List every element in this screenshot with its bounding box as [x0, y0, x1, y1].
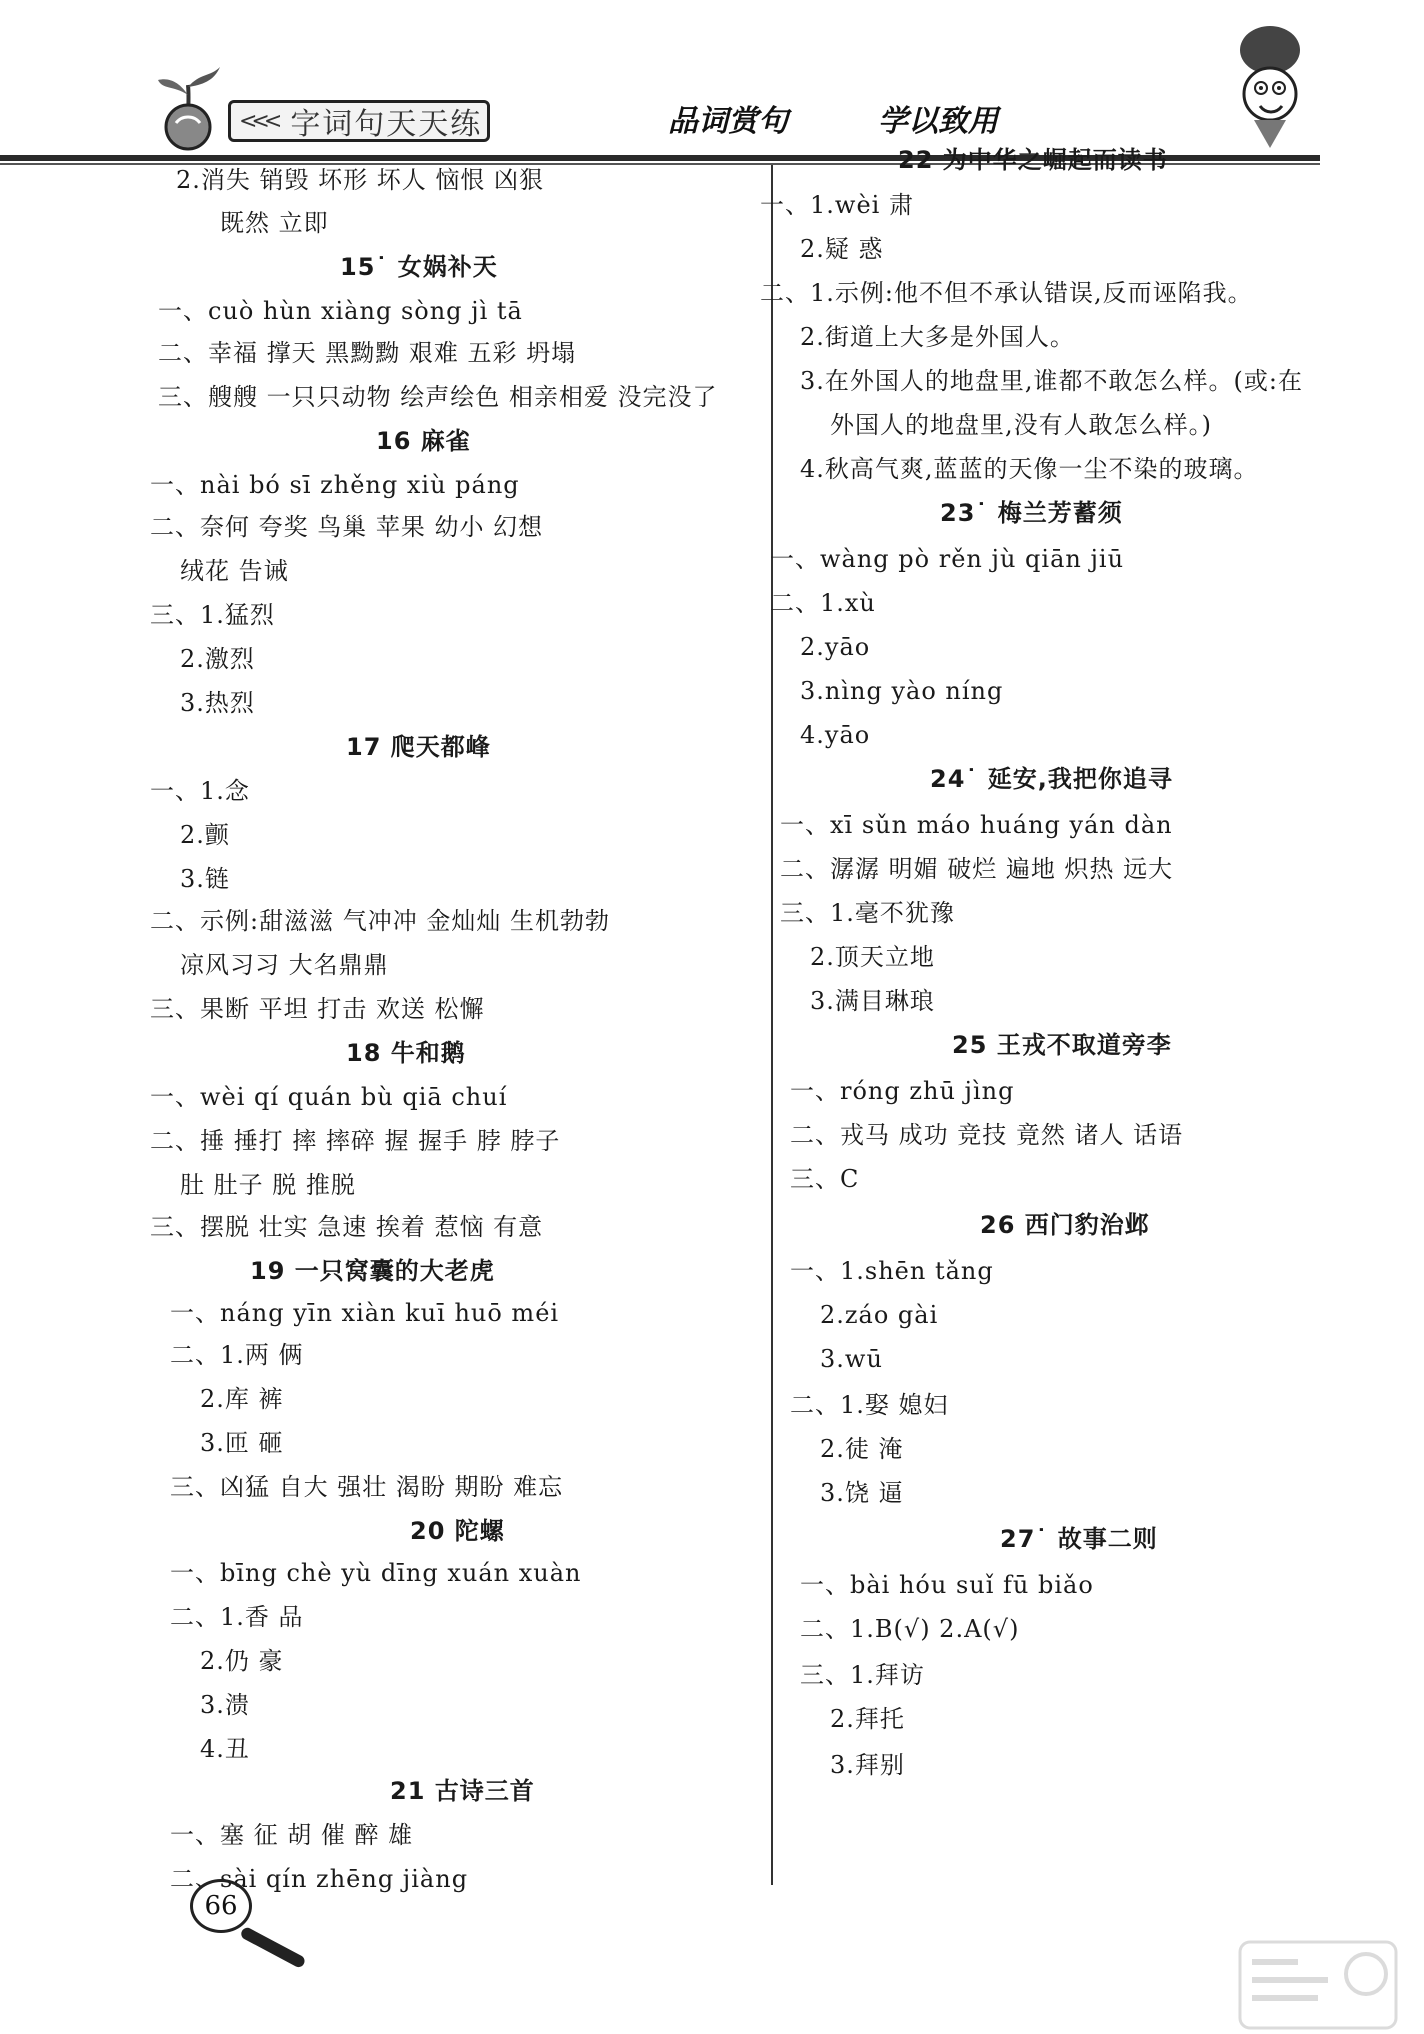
left-answer-line: 一、nài bó sī zhěng xiù páng	[150, 471, 520, 499]
left-answer-line: 3.溃	[200, 1691, 250, 1719]
left-answer-line: 3.链	[180, 865, 230, 893]
right-answer-line: 3.wū	[820, 1345, 883, 1373]
left-answer-line: 既然 立即	[220, 209, 329, 237]
right-answer-line: 三、1.毫不犹豫	[780, 899, 955, 927]
right-answer-line: 一、róng zhū jìng	[790, 1077, 1015, 1105]
left-answer-line: 肚 肚子 脱 推脱	[180, 1171, 356, 1199]
left-answer-line: 2.仍 豪	[200, 1647, 284, 1675]
left-answer-line: 2.消失 销毁 坏形 坏人 恼恨 凶狠	[176, 166, 545, 194]
left-answer-line: 一、náng yīn xiàn kuī huō méi	[170, 1299, 560, 1327]
right-answer-line: 3.在外国人的地盘里,谁都不敢怎么样。(或:在	[800, 367, 1303, 395]
right-answer-line: 3.满目琳琅	[810, 987, 935, 1015]
left-answer-line: 绒花 告诫	[180, 557, 289, 585]
right-answer-line: 二、1.xù	[770, 589, 876, 617]
right-answer-line: 一、wàng pò rěn jù qiān jiū	[770, 545, 1125, 573]
left-answer-line: 三、果断 平坦 打击 欢送 松懈	[150, 995, 485, 1023]
left-answer-line: 二、sài qín zhēng jiàng	[170, 1865, 469, 1893]
magnifier-icon	[239, 1926, 306, 1969]
left-answer-line: 一、塞 征 胡 催 醉 雄	[170, 1821, 414, 1849]
right-answer-line: 一、bài hóu suǐ fū biǎo	[800, 1571, 1094, 1599]
right-lesson-title: 27˙ 故事二则	[1000, 1525, 1158, 1553]
right-answer-line: 3.拜别	[830, 1751, 905, 1779]
right-answer-line: 3.nìng yào níng	[800, 677, 1004, 705]
banner-title: 字词句天天练	[290, 107, 483, 142]
right-answer-line: 2.顶天立地	[810, 943, 935, 971]
right-answer-line: 一、1.wèi 肃	[760, 191, 914, 219]
slogan-left: 品词赏句	[668, 104, 788, 139]
page-header	[0, 0, 1424, 165]
left-answer-line: 3.匝 砸	[200, 1429, 284, 1457]
left-lesson-title: 19 一只窝囊的大老虎	[250, 1257, 495, 1285]
right-lesson-title: 25 王戎不取道旁李	[952, 1031, 1172, 1059]
right-answer-line: 外国人的地盘里,没有人敢怎么样。)	[830, 411, 1212, 439]
left-answer-line: 2.库 裤	[200, 1385, 284, 1413]
left-answer-line: 2.激烈	[180, 645, 255, 673]
right-answer-line: 2.拜托	[830, 1705, 905, 1733]
left-answer-line: 3.热烈	[180, 689, 255, 717]
left-answer-line: 凉风习习 大名鼎鼎	[180, 951, 389, 979]
left-lesson-title: 20 陀螺	[410, 1517, 505, 1545]
left-answer-line: 二、1.两 俩	[170, 1341, 304, 1369]
left-answer-line: 一、1.念	[150, 777, 250, 805]
cartoon-mascot-icon	[1230, 22, 1310, 152]
right-answer-line: 一、xī sǔn máo huáng yán dàn	[780, 811, 1173, 839]
watermark-logo	[1238, 1940, 1398, 2030]
right-answer-line: 2.街道上大多是外国人。	[800, 323, 1075, 351]
right-lesson-title: 26 西门豹治邺	[980, 1211, 1150, 1239]
left-answer-line: 2.颤	[180, 821, 230, 849]
chevron-left-icon: <<<	[239, 108, 277, 134]
left-answer-line: 一、bīng chè yù dīng xuán xuàn	[170, 1559, 582, 1587]
left-lesson-title: 17 爬天都峰	[346, 733, 491, 761]
column-divider	[771, 165, 773, 1885]
left-answer-line: 4.丑	[200, 1735, 250, 1763]
right-answer-line: 2.疑 惑	[800, 235, 884, 263]
right-answer-line: 二、1.娶 媳妇	[790, 1391, 949, 1419]
section-banner	[228, 100, 490, 142]
left-answer-line: 一、wèi qí quán bù qiā chuí	[150, 1083, 508, 1111]
left-answer-line: 三、艘艘 一只只动物 绘声绘色 相亲相爱 没完没了	[158, 383, 718, 411]
right-answer-line: 三、1.拜访	[800, 1661, 925, 1689]
right-answer-line: 4.秋高气爽,蓝蓝的天像一尘不染的玻璃。	[800, 455, 1259, 483]
right-answer-line: 二、戎马 成功 竞技 竟然 诸人 话语	[790, 1121, 1184, 1149]
apple-tree-icon	[148, 55, 228, 155]
right-answer-line: 三、C	[790, 1165, 860, 1193]
left-answer-line: 三、凶猛 自大 强壮 渴盼 期盼 难忘	[170, 1473, 564, 1501]
right-lesson-title: 22 为中华之崛起而读书	[898, 146, 1168, 174]
slogan-right: 学以致用	[878, 104, 998, 139]
left-answer-line: 三、摆脱 壮实 急速 挨着 惹恼 有意	[150, 1213, 544, 1241]
right-answer-line: 3.饶 逼	[820, 1479, 904, 1507]
left-answer-line: 二、奈何 夸奖 鸟巢 苹果 幼小 幻想	[150, 513, 544, 541]
left-lesson-title: 18 牛和鹅	[346, 1039, 466, 1067]
left-answer-line: 二、1.香 品	[170, 1603, 304, 1631]
left-lesson-title: 21 古诗三首	[390, 1777, 535, 1805]
right-answer-line: 2.徒 淹	[820, 1435, 904, 1463]
left-lesson-title: 16 麻雀	[376, 427, 471, 455]
left-answer-line: 二、捶 捶打 摔 摔碎 握 握手 脖 脖子	[150, 1127, 561, 1155]
right-answer-line: 二、潺潺 明媚 破烂 遍地 炽热 远大	[780, 855, 1174, 883]
left-answer-line: 二、幸福 撑天 黑黝黝 艰难 五彩 坍塌	[158, 339, 577, 367]
right-lesson-title: 23˙ 梅兰芳蓄须	[940, 499, 1123, 527]
right-answer-line: 一、1.shēn tǎng	[790, 1257, 994, 1285]
left-answer-line: 二、示例:甜滋滋 气冲冲 金灿灿 生机勃勃	[150, 907, 610, 935]
right-answer-line: 二、1.B(√) 2.A(√)	[800, 1615, 1020, 1643]
page-number: 66	[190, 1879, 252, 1933]
right-answer-line: 4.yāo	[800, 721, 871, 749]
right-answer-line: 2.záo gài	[820, 1301, 939, 1329]
left-lesson-title: 15˙ 女娲补天	[340, 253, 498, 281]
left-answer-line: 一、cuò hùn xiàng sòng jì tā	[158, 297, 523, 325]
right-lesson-title: 24˙ 延安,我把你追寻	[930, 765, 1173, 793]
right-answer-line: 二、1.示例:他不但不承认错误,反而诬陷我。	[760, 279, 1253, 307]
left-answer-line: 三、1.猛烈	[150, 601, 275, 629]
right-answer-line: 2.yāo	[800, 633, 871, 661]
